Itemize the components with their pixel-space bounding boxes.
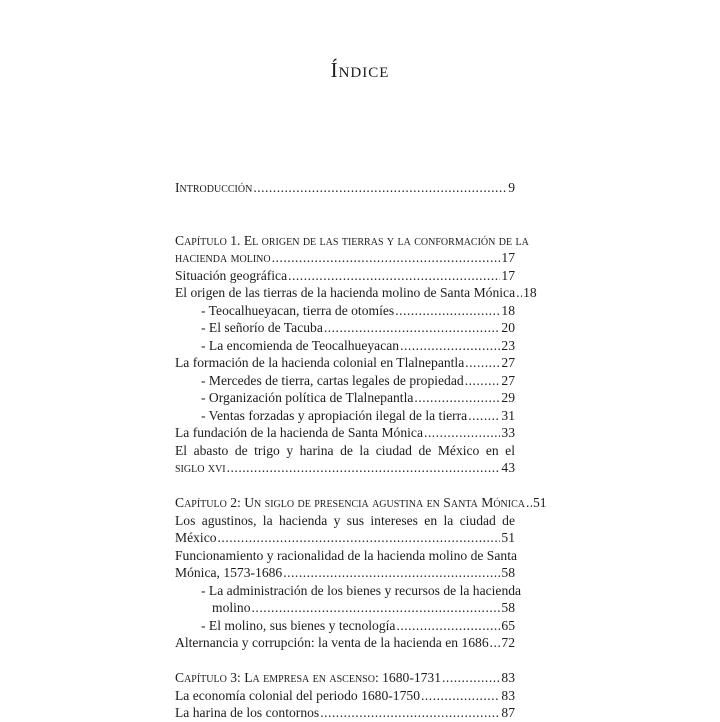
toc-entry-introduction: [175, 179, 515, 197]
toc-entry-label: La economía colonial del periodo 1680-1750: [175, 687, 420, 703]
toc-entry: [175, 687, 515, 705]
toc-entry-page: 65: [501, 617, 515, 633]
toc-entry-page: 51: [533, 495, 547, 510]
dot-leader: [395, 302, 500, 320]
dot-leader: [218, 529, 501, 547]
toc-subentry-multiline-end: [175, 599, 515, 617]
toc-entry-page: 51: [501, 530, 515, 545]
toc-entry: [175, 704, 515, 722]
dot-leader: [465, 372, 501, 390]
toc-entry-label: Introducción: [175, 180, 253, 195]
toc-entry-page: 18: [501, 302, 515, 318]
dot-leader: [421, 687, 500, 705]
section-spacer: [175, 652, 515, 670]
toc-entry-page: 17: [501, 267, 515, 283]
toc-entry-multiline: Funcionamiento y racionalidad de la hacienda molino de Santa: [175, 547, 518, 563]
toc-entry: [175, 424, 515, 442]
dot-leader: [516, 284, 522, 302]
table-of-contents: [175, 179, 547, 722]
toc-entry-label: La harina de los contornos: [175, 705, 320, 720]
toc-entry-multiline: El abasto de trigo y harina de la ciudad de México en el: [175, 442, 515, 458]
toc-entry-page: 58: [501, 565, 515, 580]
toc-subentry: [175, 617, 515, 635]
toc-entry-label: Mónica, 1573-1686: [175, 565, 283, 580]
dot-leader: [396, 617, 500, 635]
dot-leader: [288, 267, 500, 285]
chapter-1-heading-end: [175, 249, 515, 267]
toc-entry-label: - La encomienda de Teocalhueyacan: [201, 337, 400, 353]
dot-leader: [468, 407, 500, 425]
toc-entry-page: 83: [501, 687, 515, 703]
toc-entry-page: 23: [501, 337, 515, 353]
toc-entry-label: Capítulo 3: La empresa en ascenso: 1680-1731: [175, 670, 442, 685]
dot-leader: [490, 634, 501, 652]
toc-entry-multiline: Los agustinos, la hacienda y sus intereses en la ciudad de: [175, 512, 515, 528]
toc-entry-label: Capítulo 2: Un siglo de presencia agustina en Santa Mónica: [175, 495, 525, 510]
toc-entry: [175, 354, 515, 372]
toc-entry-label: Alternancia y corrupción: la venta de la hacienda en 1686: [175, 635, 489, 650]
toc-entry-page: 87: [501, 705, 515, 720]
dot-leader: [283, 564, 500, 582]
dot-leader: [252, 599, 501, 617]
toc-entry-label: - Mercedes de tierra, cartas legales de propiedad: [201, 372, 464, 388]
toc-entry-page: 83: [501, 670, 515, 685]
toc-entry-multiline-end: [175, 459, 515, 477]
toc-subentry: [175, 389, 515, 407]
page-title: Índice: [330, 58, 390, 82]
toc-subentry: [175, 337, 515, 355]
chapter-1-heading: Capítulo 1. El origen de las tierras y la conformación de la: [175, 232, 529, 248]
section-spacer: [175, 477, 515, 495]
dot-leader: [424, 424, 500, 442]
dot-leader: [227, 459, 501, 477]
toc-entry-label: México: [175, 530, 217, 545]
toc-entry-multiline-end: [175, 564, 515, 582]
toc-subentry-multiline: - La administración de los bienes y recursos de la hacienda: [201, 582, 522, 598]
toc-entry-label: hacienda molino: [175, 250, 271, 265]
toc-subentry: [175, 372, 515, 390]
toc-entry-page: 18: [523, 285, 537, 300]
dot-leader: [442, 669, 500, 687]
chapter-2-heading: [175, 494, 547, 512]
dot-leader: [272, 249, 501, 267]
toc-entry-page: 9: [508, 180, 515, 195]
toc-entry-page: 58: [501, 600, 515, 615]
toc-entry: [175, 267, 515, 285]
dot-leader: [400, 337, 500, 355]
toc-entry-page: 33: [501, 425, 515, 440]
dot-leader: [324, 319, 501, 337]
dot-leader: [320, 704, 500, 722]
toc-entry-label: - Organización política de Tlalnepantla: [201, 390, 414, 405]
toc-entry-label: Situación geográfica: [175, 267, 288, 283]
toc-entry-page: 72: [501, 635, 515, 650]
toc-entry: [175, 284, 537, 302]
toc-entry-label: - Ventas forzadas y apropiación ilegal de la tierra: [201, 407, 468, 423]
dot-leader: [526, 494, 532, 512]
toc-subentry: [175, 302, 515, 320]
toc-entry-label: - El molino, sus bienes y tecnología: [201, 617, 396, 633]
toc-entry-label: El origen de las tierras de la hacienda molino de Santa Mónica: [175, 285, 516, 300]
toc-entry-page: 20: [501, 320, 515, 335]
toc-entry-page: 27: [501, 355, 515, 370]
toc-entry-label: - Teocalhueyacan, tierra de otomíes: [201, 302, 395, 318]
toc-entry-page: 29: [501, 390, 515, 405]
section-spacer: [175, 197, 515, 215]
dot-leader: [414, 389, 500, 407]
toc-entry-label: La fundación de la hacienda de Santa Mónica: [175, 425, 423, 440]
dot-leader: [253, 179, 507, 197]
toc-entry-multiline-end: [175, 529, 515, 547]
toc-entry-page: 17: [501, 250, 515, 265]
toc-entry-page: 27: [501, 372, 515, 388]
toc-entry-label: molino: [212, 600, 251, 615]
dot-leader: [465, 354, 500, 372]
toc-entry-label: siglo xvi: [175, 460, 226, 475]
toc-entry-label: La formación de la hacienda colonial en Tlalnepantla: [175, 355, 465, 370]
toc-entry-page: 31: [501, 407, 515, 423]
toc-subentry: [175, 319, 515, 337]
chapter-3-heading: [175, 669, 515, 687]
toc-entry-page: 43: [501, 460, 515, 475]
toc-subentry: [175, 407, 515, 425]
toc-entry: [175, 634, 515, 652]
section-spacer: [175, 214, 515, 232]
toc-entry-label: - El señorío de Tacuba: [201, 320, 323, 335]
